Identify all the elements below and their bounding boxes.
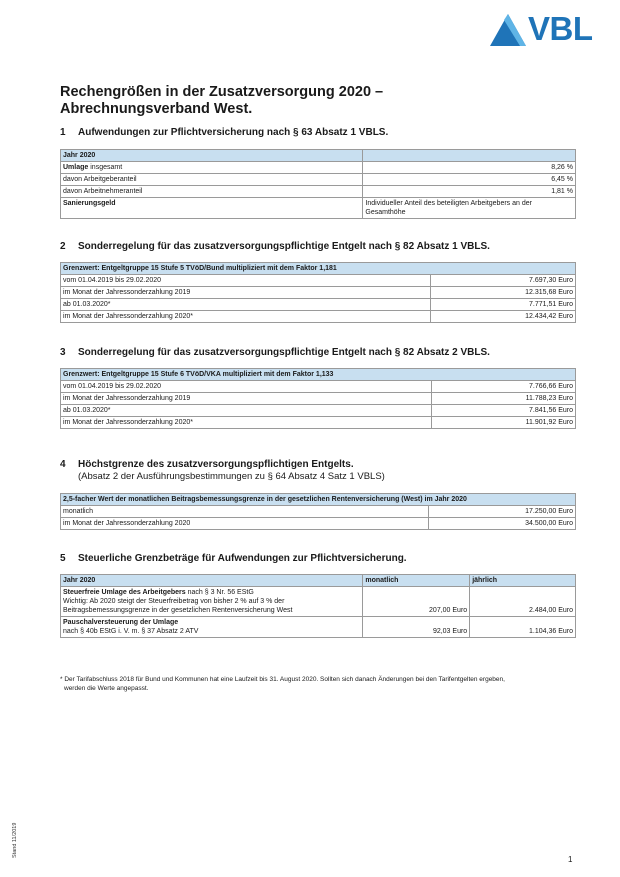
table-row: [61, 299, 576, 311]
row-label: Umlage insgesamt: [61, 162, 363, 174]
table-header-cell: [363, 150, 576, 162]
table-header-cell: Grenzwert: Entgeltgruppe 15 Stufe 6 TVöD/VKA multipliziert mit dem Faktor 1,133: [61, 369, 576, 381]
row-value: 1,81 %: [363, 186, 576, 198]
row-label: davon Arbeitgeberanteil: [61, 174, 363, 186]
table-header-cell: Jahr 2020: [61, 150, 363, 162]
section-5-heading: [60, 553, 407, 565]
table-header-row: [61, 369, 576, 381]
row-label: monatlich: [61, 506, 429, 518]
row-label: ab 01.03.2020*: [61, 299, 431, 311]
row-value: 11.788,23 Euro: [432, 393, 576, 405]
row-value: 34.500,00 Euro: [428, 518, 575, 530]
row-label: Steuerfreie Umlage des Arbeitgebers nach § 3 Nr. 56 EStG Wichtig: Ab 2020 steigt der Steuerfreibetrag von bisher 2 % auf 3 % der Beitragsbemessungsgrenze in der gesetzlichen Rentenversicherung West: [61, 587, 363, 617]
section-1-heading: [60, 127, 388, 139]
table-header-row: [61, 494, 576, 506]
row-label: vom 01.04.2019 bis 29.02.2020: [61, 275, 431, 287]
page-number: 1: [568, 855, 573, 864]
table-row: [61, 275, 576, 287]
section-2-heading: [60, 241, 490, 253]
table-row: [61, 393, 576, 405]
page-title: [60, 84, 560, 118]
table-row: [61, 506, 576, 518]
section-5-table: [60, 574, 576, 638]
row-label: im Monat der Jahressonderzahlung 2020*: [61, 417, 432, 429]
row-value-monthly: 207,00 Euro: [363, 587, 470, 617]
section-3-table: [60, 368, 576, 429]
row-value: 12.434,42 Euro: [431, 311, 576, 323]
table-header-cell: monatlich: [363, 575, 470, 587]
stand-date: Stand 11/2019: [12, 822, 18, 858]
row-value: 7.766,66 Euro: [432, 381, 576, 393]
row-label: im Monat der Jahressonderzahlung 2020*: [61, 311, 431, 323]
table-row: [61, 587, 576, 617]
row-label: im Monat der Jahressonderzahlung 2019: [61, 393, 432, 405]
section-1-table: [60, 149, 576, 219]
table-header-cell: 2,5-facher Wert der monatlichen Beitragsbemessungsgrenze in der gesetzlichen Rentenversicherung (West) im Jahr 2020: [61, 494, 576, 506]
footnote-line-2: werden die Werte angepasst.: [64, 684, 149, 692]
row-label: im Monat der Jahressonderzahlung 2020: [61, 518, 429, 530]
row-value: 7.841,56 Euro: [432, 405, 576, 417]
footnote: [60, 676, 580, 693]
section-3-heading: [60, 347, 490, 359]
row-value: 8,26 %: [363, 162, 576, 174]
section-2-number: 2: [60, 241, 66, 252]
row-label: Sanierungsgeld: [61, 198, 363, 219]
section-3-heading-text: Sonderregelung für das zusatzversorgungspflichtige Entgelt nach § 82 Absatz 2 VBLS.: [78, 347, 490, 358]
table-header-row: [61, 575, 576, 587]
table-header-row: [61, 263, 576, 275]
row-value: 7.697,30 Euro: [431, 275, 576, 287]
title-line-2: Abrechnungsverband West.: [60, 101, 253, 117]
table-row: [61, 174, 576, 186]
section-3-number: 3: [60, 347, 66, 358]
row-label: im Monat der Jahressonderzahlung 2019: [61, 287, 431, 299]
row-value: 6,45 %: [363, 174, 576, 186]
table-row: [61, 417, 576, 429]
section-4-table: [60, 493, 576, 530]
row-value: 17.250,00 Euro: [428, 506, 575, 518]
footnote-line-1: * Der Tarifabschluss 2018 für Bund und Kommunen hat eine Laufzeit bis 31. August 2020. Sollten sich danach Änderungen bei den Tarifentgelten ergeben,: [60, 676, 505, 683]
table-row: [61, 518, 576, 530]
row-label: Pauschalversteuerung der Umlage nach § 40b EStG i. V. m. § 37 Absatz 2 ATV: [61, 617, 363, 638]
vbl-logo-text: VBL: [528, 10, 593, 47]
table-header-cell: Grenzwert: Entgeltgruppe 15 Stufe 5 TVöD/Bund multipliziert mit dem Faktor 1,181: [61, 263, 576, 275]
row-value: 11.901,92 Euro: [432, 417, 576, 429]
section-2-table: [60, 262, 576, 323]
table-row: [61, 186, 576, 198]
table-row: [61, 311, 576, 323]
row-value: Individueller Anteil des beteiligten Arbeitgebers an der Gesamthöhe: [363, 198, 576, 219]
section-4-subheading: (Absatz 2 der Ausführungsbestimmungen zu § 64 Absatz 4 Satz 1 VBLS): [78, 471, 385, 482]
section-4-heading: [60, 459, 354, 471]
section-5-number: 5: [60, 553, 66, 564]
table-row: [61, 198, 576, 219]
row-label: vom 01.04.2019 bis 29.02.2020: [61, 381, 432, 393]
section-5-heading-text: Steuerliche Grenzbeträge für Aufwendungen zur Pflichtversicherung.: [78, 553, 407, 564]
row-value-monthly: 92,03 Euro: [363, 617, 470, 638]
row-label: davon Arbeitnehmeranteil: [61, 186, 363, 198]
section-1-heading-text: Aufwendungen zur Pflichtversicherung nach § 63 Absatz 1 VBLS.: [78, 127, 389, 138]
row-label: ab 01.03.2020*: [61, 405, 432, 417]
table-row: [61, 405, 576, 417]
section-4-number: 4: [60, 459, 66, 470]
table-row: [61, 617, 576, 638]
table-row: [61, 162, 576, 174]
row-value-yearly: 1.104,36 Euro: [470, 617, 576, 638]
row-value: 12.315,68 Euro: [431, 287, 576, 299]
row-value: 7.771,51 Euro: [431, 299, 576, 311]
row-value-yearly: 2.484,00 Euro: [470, 587, 576, 617]
table-header-cell: Jahr 2020: [61, 575, 363, 587]
table-row: [61, 381, 576, 393]
table-row: [61, 287, 576, 299]
section-4-heading-text: Höchstgrenze des zusatzversorgungspflichtigen Entgelts.: [78, 459, 354, 470]
table-header-row: [61, 150, 576, 162]
table-header-cell: jährlich: [470, 575, 576, 587]
section-1-number: 1: [60, 127, 66, 138]
section-2-heading-text: Sonderregelung für das zusatzversorgungspflichtige Entgelt nach § 82 Absatz 1 VBLS.: [78, 241, 490, 252]
title-line-1: Rechengrößen in der Zusatzversorgung 2020 –: [60, 84, 384, 100]
